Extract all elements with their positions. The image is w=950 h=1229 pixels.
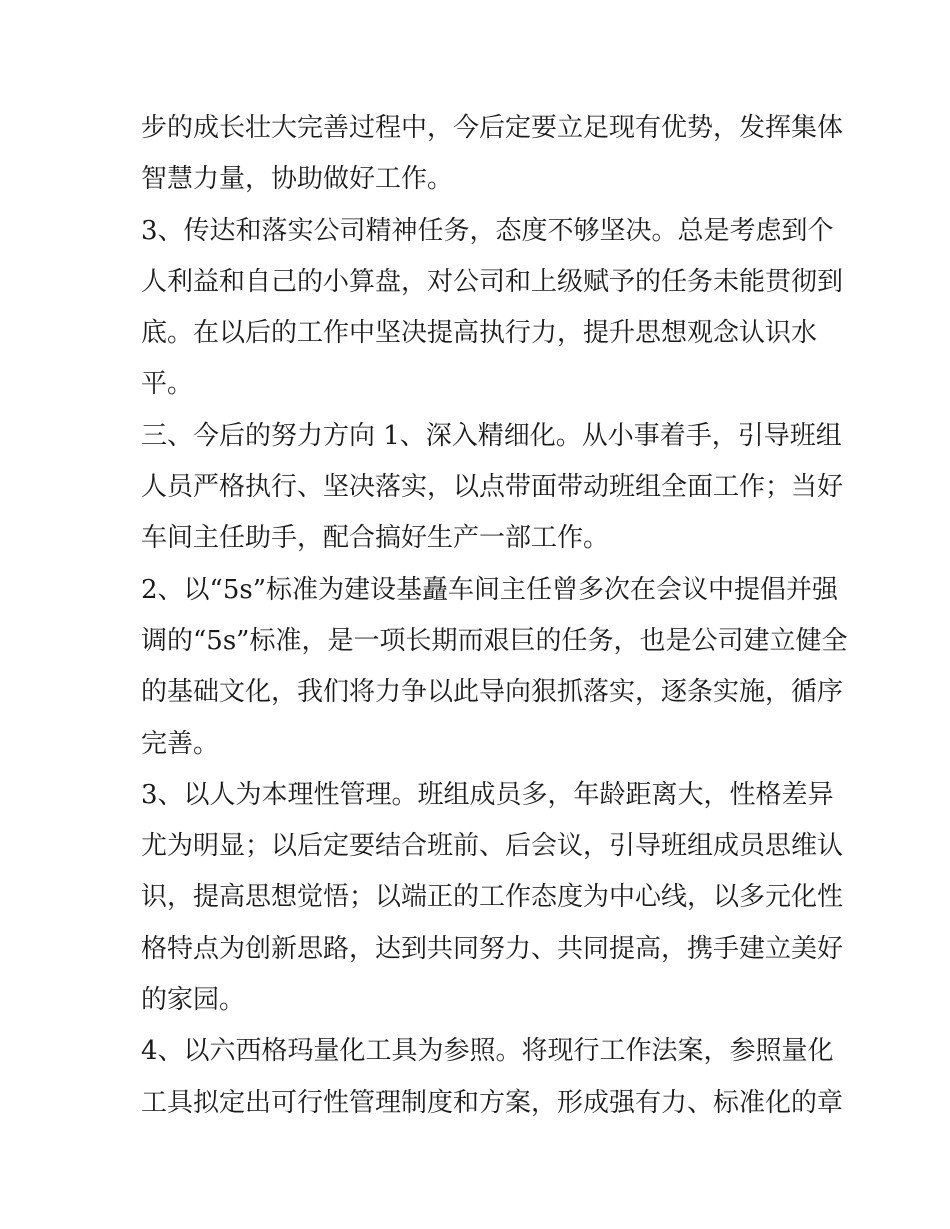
text-line-2: 智慧力量，协助做好工作。 — [141, 164, 454, 195]
text-line-1: 步的成长壮大完善过程中，今后定要立足现有优势，发挥集体 — [141, 113, 844, 143]
text-line-11: 调的“5s”标准，是一项长期而艰巨的任务，也是公司建立健全 — [141, 625, 848, 656]
text-line-18: 的家园。 — [141, 985, 246, 1016]
text-line-15: 尤为明显；以后定要结合班前、后会议，引导班组成员思维认 — [141, 831, 844, 862]
text-line-5: 底。在以后的工作中坚决提高执行力，提升思想观念认识水 — [141, 318, 818, 349]
text-line-19: 4、以六西格玛量化工具为参照。将现行工作法案，参照量化 — [141, 1036, 834, 1067]
text-line-16: 识，提高思想觉悟；以端正的工作态度为中心线，以多元化性 — [141, 882, 844, 913]
text-line-7: 三、今后的努力方向 1、深入精细化。从小事着手，引导班组 — [141, 420, 842, 451]
text-line-14: 3、以人为本理性管理。班组成员多，年龄距离大，性格差异 — [141, 779, 834, 810]
text-line-13: 完善。 — [141, 728, 220, 759]
document-body — [141, 103, 848, 1129]
text-line-17: 格特点为创新思路，达到共同努力、共同提高，携手建立美好 — [141, 933, 844, 964]
text-line-4: 人利益和自己的小算盘，对公司和上级赋予的任务未能贯彻到 — [141, 266, 844, 297]
text-line-6: 平。 — [141, 369, 194, 400]
text-line-9: 车间主任助手，配合搞好生产一部工作。 — [141, 523, 610, 554]
text-line-12: 的基础文化，我们将力争以此导向狠抓落实，逐条实施，循序 — [141, 677, 844, 708]
text-line-8: 人员严格执行、坚决落实，以点带面带动班组全面工作；当好 — [141, 472, 844, 503]
text-line-10: 2、以“5s”标准为建设基矗车间主任曾多次在会议中提倡并强 — [141, 574, 839, 605]
text-line-20: 工具拟定出可行性管理制度和方案，形成强有力、标准化的章 — [141, 1087, 844, 1118]
text-line-3: 3、传达和落实公司精神任务，态度不够坚决。总是考虑到个 — [141, 215, 834, 246]
